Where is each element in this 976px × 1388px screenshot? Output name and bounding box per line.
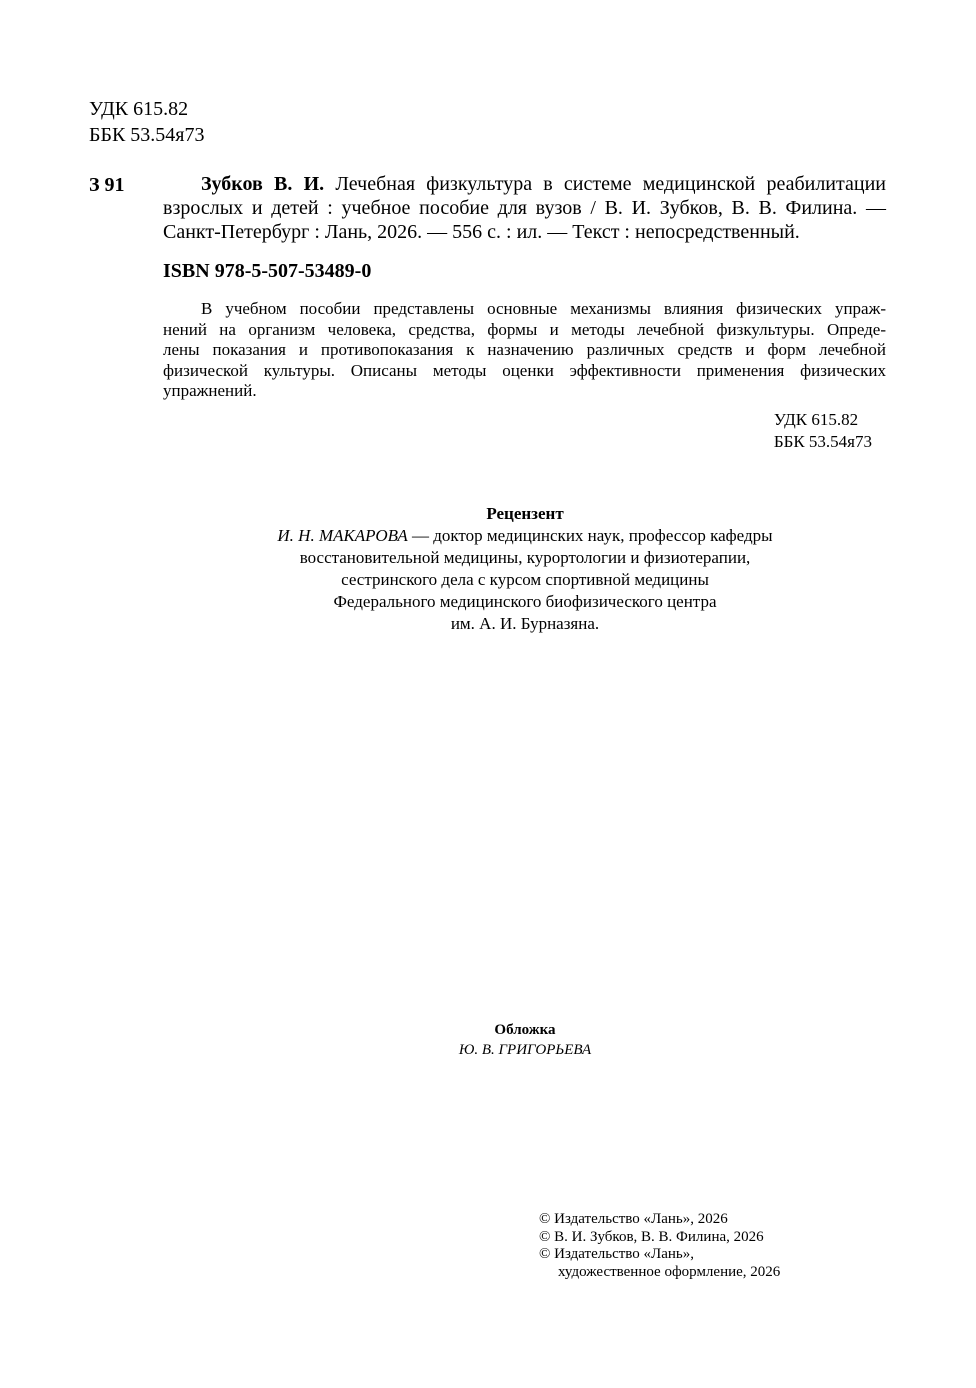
reviewer-line-1 [0, 525, 976, 547]
reviewer-block [0, 503, 976, 635]
annotation-line: упражнений. [163, 381, 257, 400]
isbn: ISBN 978-5-507-53489-0 [163, 260, 372, 282]
book-title: Лечебная физкультура в системе медицинской реабилитации [335, 173, 886, 195]
udk-code: УДК 615.82 [89, 98, 189, 120]
cover-credit [0, 1020, 976, 1060]
classification-block-right [774, 409, 872, 453]
annotation-line: В учебном пособии представлены основные механизмы влияния физических упраж- [201, 299, 886, 318]
biblio-line-1 [163, 172, 886, 196]
bbk-code: ББК 53.54я73 [773, 432, 872, 451]
classification-block-top [89, 96, 205, 148]
annotation-line: физической культуры. Описаны методы оценки эффективности применения физических [163, 360, 886, 380]
annotation [163, 299, 886, 402]
annotation-line: лены показания и противопоказания к назначению различных средств и форм лечебной [163, 340, 886, 359]
copyright-line: © Издательство «Лань», 2026 [539, 1211, 728, 1227]
copyright-line: © В. И. Зубков, В. В. Филина, 2026 [539, 1228, 764, 1245]
author-name: Зубков В. И. [201, 173, 325, 195]
udk-code: УДК 615.82 [773, 410, 859, 429]
reviewer-line-5: им. А. И. Бурназяна. [450, 614, 600, 633]
reviewer-line-2: восстановительной медицины, курортологии и физиотерапии, [299, 548, 751, 567]
reviewer-name: И. Н. МАКАРОВА [277, 526, 408, 545]
copyright-line: художественное оформление, 2026 [558, 1263, 781, 1280]
cover-heading: Обложка [494, 1022, 556, 1038]
bbk-code: ББК 53.54я73 [89, 124, 205, 146]
annotation-line: нений на организм человека, средства, формы и методы лечебной физкультуры. Опреде- [163, 319, 886, 339]
reviewer-line-3: сестринского дела с курсом спортивной медицины [341, 570, 709, 589]
author-mark: З 91 [89, 174, 125, 196]
reviewer-heading: Рецензент [486, 504, 564, 523]
biblio-line-3: Санкт-Петербург : Лань, 2026. — 556 с. : ил. — Текст : непосредственный. [163, 221, 800, 243]
bibliographic-record [163, 172, 886, 244]
copyright-line: © Издательство «Лань», [539, 1246, 694, 1262]
reviewer-credentials: — доктор медицинских наук, профессор кафедры [407, 526, 773, 545]
reviewer-line-4: Федерального медицинского биофизического центра [333, 592, 717, 611]
copyright-block [539, 1211, 780, 1281]
biblio-line-2: взрослых и детей : учебное пособие для вузов / В. И. Зубков, В. В. Филина. — [163, 197, 886, 219]
cover-designer: Ю. В. ГРИГОРЬЕВА [458, 1042, 592, 1058]
